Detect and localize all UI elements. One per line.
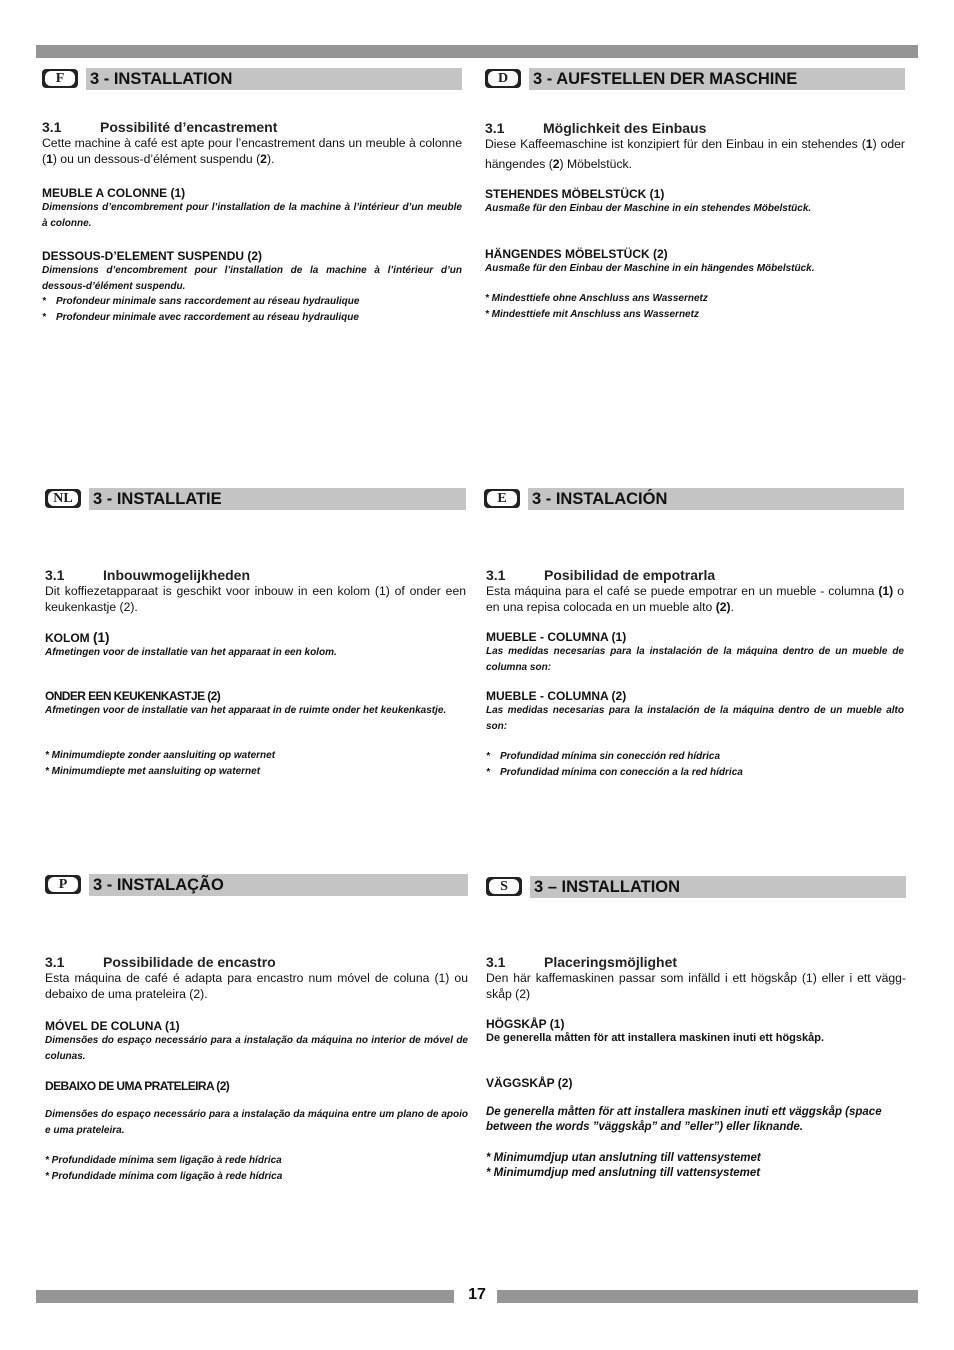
desc-column-1: Las medidas necesarias para la instalación de la máquina dentro de un mueble de columna son: [486, 646, 904, 673]
section-header [485, 68, 905, 90]
page-number: 17 [468, 1286, 486, 1303]
section-header [484, 488, 904, 510]
desc-under-cabinet: Afmetingen voor de installatie van het apparaat in de ruimte onder het keukenkastje. [45, 704, 447, 716]
note-depth-without: * Minimumdiepte zonder aansluiting op waternet [45, 750, 276, 761]
language-badge: D [485, 69, 521, 88]
note-depth-without: * Profondeur minimale sans raccordement au réseau hydraulique [42, 296, 360, 307]
intro-text: Dit koffiezetapparaat is geschikt voor inbouw in een kolom (1) of onder een keukenkastje (2). [45, 584, 466, 614]
note-depth-without: * Profundidade mínima sem ligação à rede hídrica [45, 1155, 282, 1166]
desc-column-unit: Dimensões do espaço necessário para a instalação da máquina no interior de móvel de colunas. [45, 1035, 468, 1062]
intro-text: Den här kaffemaskinen passar som infälld i ett högskåp (1) eller i ett vägg-skåp (2) [486, 971, 906, 1001]
section-header [486, 876, 906, 898]
desc-standing-unit: Ausmaße für den Einbau der Maschine in ein stehendes Möbelstück. [485, 203, 812, 214]
desc-hanging-unit: Ausmaße für den Einbau der Maschine in ein hängendes Möbelstück. [485, 262, 815, 274]
intro-text: Cette machine à café est apte pour l’encastrement dans un meuble à colonne (1) ou un dessous-d’élément suspendu (2). [42, 136, 462, 166]
section-german [485, 68, 905, 322]
section-spanish [484, 488, 904, 780]
label-column-2: MUEBLE - COLUMNA (2) [486, 689, 627, 703]
footer-rule-left [36, 1290, 454, 1303]
label-column-unit: MEUBLE A COLONNE (1) [42, 186, 186, 200]
label-under-shelf: DEBAIXO DE UMA PRATELEIRA (2) [45, 1079, 230, 1093]
label-wall-cabinet: VÄGGSKÅP (2) [486, 1075, 573, 1090]
section-title: 3 - INSTALAÇÃO [89, 874, 468, 896]
subsection-heading: 3.1 Inbouwmogelijkheden [45, 567, 251, 583]
label-standing-unit: STEHENDES MÖBELSTÜCK (1) [485, 187, 665, 201]
note-depth-without: * Profundidad mínima sin conección red hídrica [486, 751, 721, 762]
intro-text: Diese Kaffeemaschine ist konzipiert für den Einbau in ein stehendes (1) oder hängendes (2) Möbelstück. [485, 137, 905, 171]
note-depth-with: * Profundidade mínima com ligação à rede hídrica [45, 1170, 283, 1182]
subsection-heading: 3.1 Possibilité d’encastrement [42, 119, 278, 135]
desc-wall-unit: Dimensions d’encombrement pour l’installation de la machine à l’intérieur d’un dessous-d’élément suspendu. [42, 265, 462, 292]
language-badge: E [484, 489, 520, 508]
section-header [45, 874, 468, 896]
note-depth-without: * Mindesttiefe ohne Anschluss ans Wassernetz [485, 293, 708, 304]
desc-column-2: Las medidas necesarias para la instalación de la máquina dentro de un mueble alto son: [486, 705, 904, 732]
section-french [42, 68, 462, 325]
language-badge: P [45, 875, 81, 894]
section-header [42, 68, 462, 90]
desc-under-shelf: Dimensões do espaço necessário para a instalação da máquina entre um plano de apoio e uma prateleira. [45, 1109, 468, 1136]
section-dutch [45, 488, 466, 779]
note-depth-with: * Profundidad mínima con conección a la red hídrica [486, 766, 743, 778]
desc-wall-cabinet: De generella måtten för att installera maskinen inuti ett väggskåp (space between the words ”väggskåp” and ”eller”) eller liknande. [486, 1105, 882, 1133]
label-column-1: MUEBLE - COLUMNA (1) [486, 630, 627, 644]
section-title: 3 - INSTALLATIE [89, 488, 466, 510]
language-badge: F [42, 69, 78, 88]
desc-tall-cabinet: De generella måtten för att installera maskinen inuti ett högskåp. [486, 1032, 825, 1044]
section-title: 3 - INSTALACIÓN [528, 488, 904, 510]
label-column: KOLOM (1) [45, 630, 110, 645]
section-title: 3 - AUFSTELLEN DER MASCHINE [529, 68, 905, 90]
subsection-heading: 3.1 Posibilidad de empotrarla [486, 567, 716, 583]
top-rule [36, 45, 918, 58]
label-wall-unit: DESSOUS-D’ELEMENT SUSPENDU (2) [42, 249, 263, 263]
label-under-cabinet: ONDER EEN KEUKENKASTJE (2) [45, 688, 221, 703]
label-hanging-unit: HÄNGENDES MÖBELSTÜCK (2) [485, 246, 668, 261]
footer-rule-right [497, 1290, 918, 1303]
note-depth-without: * Minimumdjup utan anslutning till vattensystemet [486, 1151, 761, 1164]
label-tall-cabinet: HÖGSKÅP (1) [486, 1017, 565, 1031]
subsection-heading: 3.1 Placeringsmöjlighet [486, 954, 678, 970]
subsection-heading: 3.1 Possibilidade de encastro [45, 954, 276, 970]
note-depth-with: * Mindesttiefe mit Anschluss ans Wassernetz [485, 308, 699, 320]
note-depth-with: * Minimumdiepte met aansluiting op waternet [45, 765, 261, 777]
section-title: 3 – INSTALLATION [530, 876, 906, 898]
desc-column-unit: Dimensions d’encombrement pour l’installation de la machine à l’intérieur d’un meuble à colonne. [42, 202, 462, 229]
section-header [45, 488, 466, 510]
note-depth-with: * Minimumdjup med anslutning till vattensystemet [486, 1167, 761, 1179]
language-badge: S [486, 877, 522, 896]
desc-column: Afmetingen voor de installatie van het apparaat in een kolom. [45, 647, 337, 658]
language-badge: NL [45, 489, 81, 508]
section-portuguese [45, 874, 468, 1184]
section-title: 3 - INSTALLATION [86, 68, 462, 90]
note-depth-with: * Profondeur minimale avec raccordement au réseau hydraulique [42, 311, 359, 323]
section-swedish [486, 876, 906, 1182]
intro-text: Esta máquina para el café se puede empotrar en un mueble - columna (1) o en una repisa colocada en un mueble alto (2). [486, 584, 904, 614]
intro-text: Esta máquina de café é adapta para encastro num móvel de coluna (1) ou debaixo de uma prateleira (2). [45, 971, 468, 1001]
label-column-unit: MÓVEL DE COLUNA (1) [45, 1019, 180, 1033]
subsection-heading: 3.1 Möglichkeit des Einbaus [485, 120, 707, 136]
